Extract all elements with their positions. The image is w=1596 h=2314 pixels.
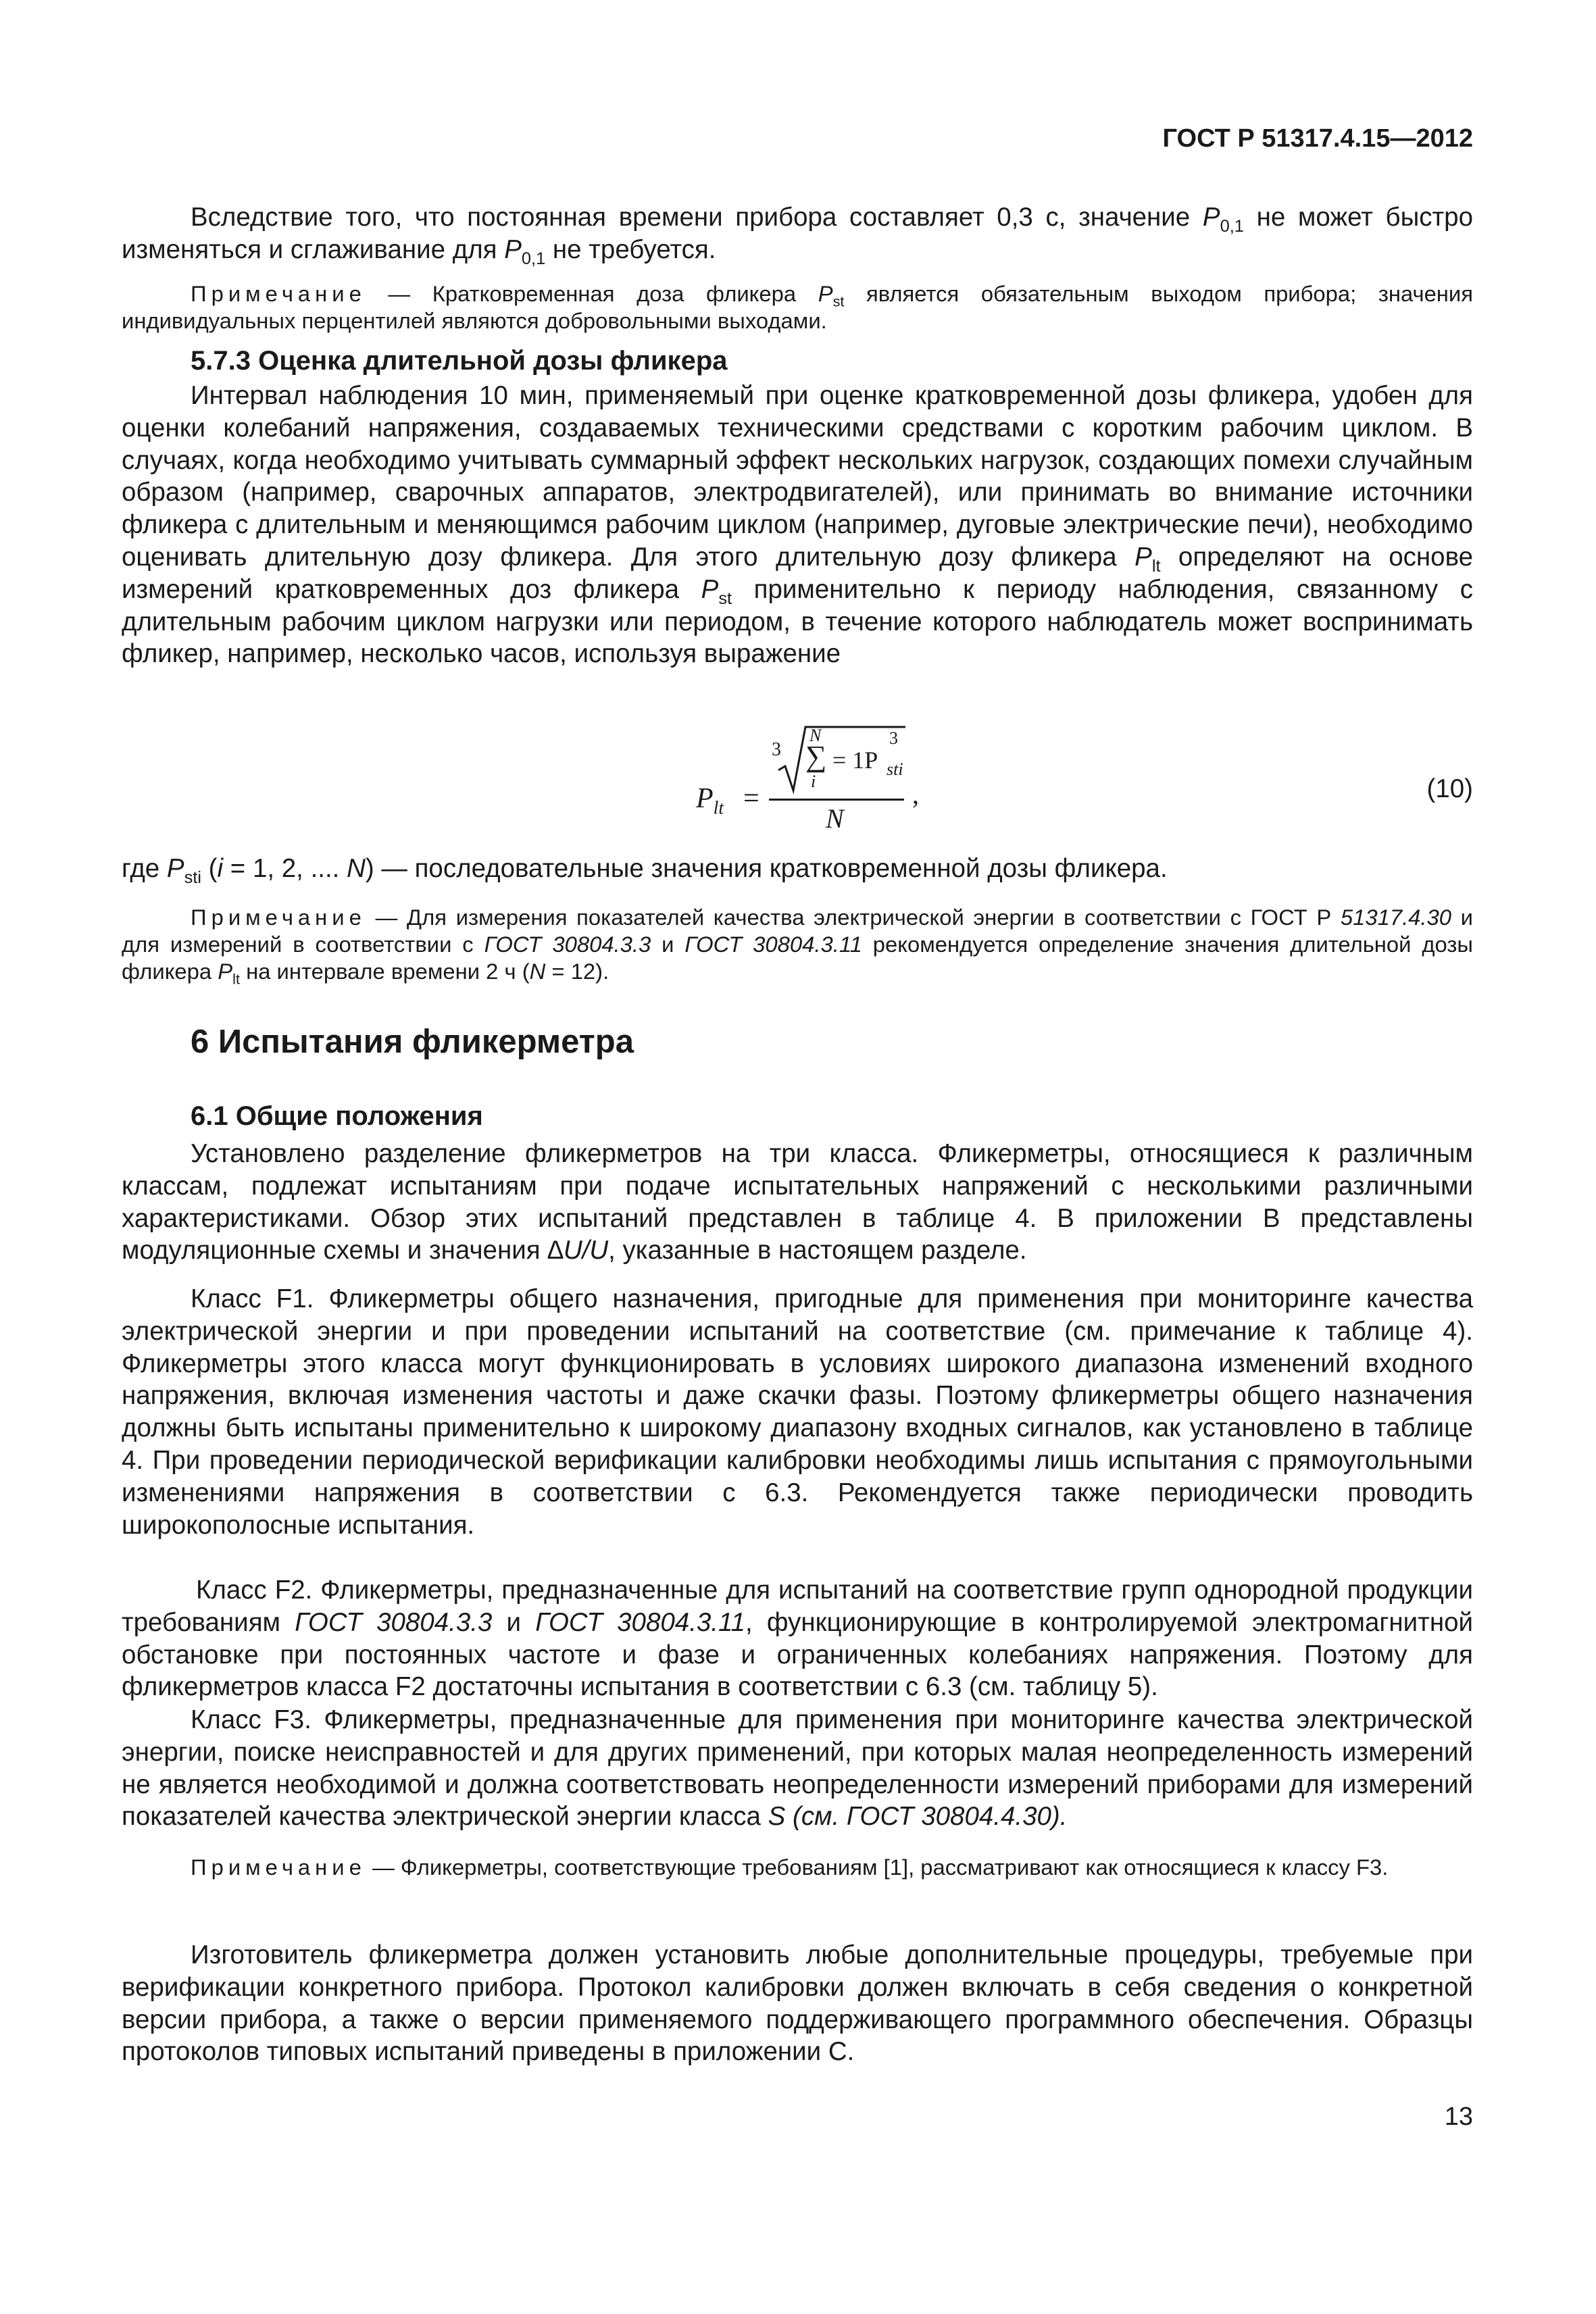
sum-body: = 1P (832, 747, 878, 774)
note-label: Примечание (191, 1855, 366, 1880)
note-label: Примечание (191, 281, 366, 306)
heading-6: 6 Испытания фликерметра (191, 1024, 634, 1060)
sum-upper: N (809, 726, 822, 745)
formula-lhs: $P_{lt}$ (696, 783, 724, 818)
paragraph-class-f3: Класс F3. Фликерметры, предназначенные для применения при мониторинге качества электрической энергии, поиске неисправностей и для других применений, при которых малая неопределенность измерений не является необходимой и должна соответствовать неопределенности измерений приборами для измерений показателей качества электрической энергии класса S (см. ГОСТ 30804.4.30). (122, 1705, 1473, 1832)
paragraph-6-1-1: Установлено разделение фликерметров на три класса. Фликерметры, относящиеся к различным классам, подлежат испытаниям при подаче испытательных напряжений с несколькими различными характеристиками. Обзор этих испытаний представлен в таблице 4. В приложении В представлены модуляционные схемы и значения ∆U/U, указанные в настоящем разделе. (122, 1139, 1473, 1265)
intro-paragraph: Вследствие того, что постоянная времени прибора составляет 0,3 с, значение $P_{0,1}$ не может быстро изменяться и сглаживание для $P_{0,1}$ не требуется. (122, 203, 1473, 268)
sum-symbol: ∑ (805, 740, 827, 773)
heading-6-1: 6.1 Общие положения (191, 1101, 483, 1131)
root-index: 3 (772, 739, 781, 760)
note-3: Примечание — Фликерметры, соответствующие требованиям [1], рассматривают как относящиеся к классу F3. (191, 1855, 1389, 1880)
document-code: ГОСТ Р 51317.4.15—2012 (1162, 124, 1473, 153)
paragraph-manufacturer: Изготовитель фликерметра должен установить любые дополнительные процедуры, требуемые при верификации конкретного прибора. Протокол калибровки должен включать в себя сведения о конкретной версии прибора, а также о версии применяемого поддерживающего программного обеспечения. Образцы протоколов типовых испытаний приведены в приложении С. (122, 1940, 1473, 2067)
note-label: Примечание (191, 905, 366, 930)
note-2: Примечание — Для измерения показателей качества электрической энергии в соответствии с ГОСТ Р 51317.4.30 и для измерений в соответствии с ГОСТ 30804.3.3 и ГОСТ 30804.3.11 рекомендуется определение значения длительной дозы фликера $P_{lt}$ на интервале времени 2 ч (N = 12). (122, 905, 1473, 988)
formula-equals: = (743, 783, 759, 814)
formula-comma: , (912, 779, 919, 809)
fraction-bar (769, 799, 904, 801)
denominator: N (826, 803, 844, 834)
formula-number: (10) (1426, 774, 1473, 803)
sum-lower: i (811, 772, 816, 791)
sum-body-sub: sti (887, 759, 903, 779)
paragraph-class-f2: Класс F2. Фликерметры, предназначенные для испытаний на соответствие групп однородной продукции требованиям ГОСТ 30804.3.3 и ГОСТ 30804.3.11, функционирующие в контролируемой электромагнитной обстановке при постоянных частоте и фазе и ограниченных колебаниях напряжения. Поэтому для фликерметров класса F2 достаточны испытания в соответствии с 6.3 (см. таблицу 5). (122, 1576, 1473, 1702)
page-number: 13 (1444, 2103, 1473, 2131)
note-1: Примечание — Кратковременная доза фликера $P_{st}$ является обязательным выходом прибора; значения индивидуальных перцентилей являются добровольными выходами. (122, 281, 1474, 333)
paragraph-5-7-3: Интервал наблюдения 10 мин, применяемый при оценке кратковременной дозы фликера, удобен для оценки колебаний напряжения, создаваемых техническими средствами с коротким рабочим циклом. В случаях, когда необходимо учитывать суммарный эффект нескольких нагрузок, создающих помехи случайным образом (например, сварочных аппаратов, электродвигателей), или принимать во внимание источники фликера с длительным и меняющимся рабочим циклом (например, дуговые электрические печи), необходимо оценивать длительную дозу фликера. Для этого длительную дозу фликера $P_{lt}$ определяют на основе измерений кратковременных доз фликера $P_{st}$ применительно к периоду наблюдения, связанному с длительным рабочим циклом нагрузки или периодом, в течение которого наблюдатель может воспринимать фликер, например, несколько часов, используя выражение (122, 381, 1474, 669)
formula-10 (676, 703, 959, 838)
heading-5-7-3: 5.7.3 Оценка длительной дозы фликера (191, 346, 728, 376)
paragraph-class-f1: Класс F1. Фликерметры общего назначения, пригодные для применения при мониторинге качества электрической энергии и при проведении испытаний на соответствие (см. примечание к таблице 4). Фликерметры этого класса могут функционировать в условиях широкого диапазона изменений входного напряжения, включая изменения частоты и даже скачки фазы. Поэтому фликерметры общего назначения должны быть испытаны применительно к широкому диапазону входных сигналов, как установлено в таблице 4. При проведении периодической верификации калибровки необходимы лишь испытания с прямоугольными изменениями напряжения в соответствии с 6.3. Рекомендуется также периодически проводить широкополосные испытания. (122, 1284, 1473, 1540)
sum-body-sup: 3 (889, 728, 898, 748)
where-line: где $P_{sti}$ (i = 1, 2, .... N) — последовательные значения кратковременной дозы фликера. (122, 854, 1168, 887)
